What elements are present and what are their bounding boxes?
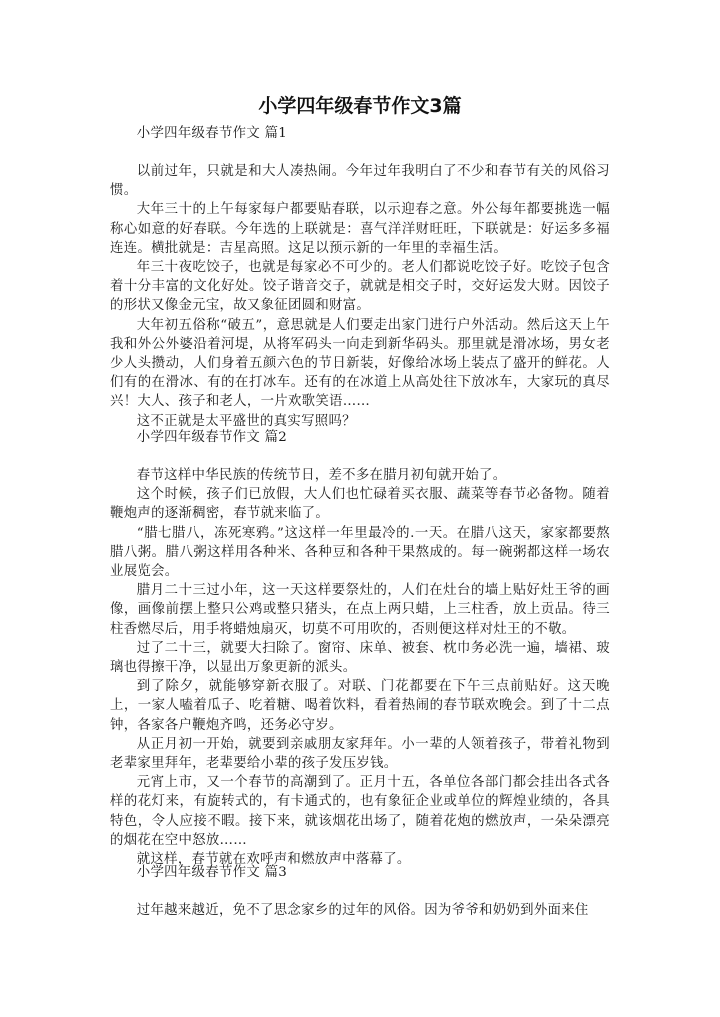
paragraph: 春节这样中华民族的传统节日，差不多在腊月初旬就开始了。 — [136, 468, 507, 483]
section-heading: 小学四年级春节作文 篇2 — [136, 430, 288, 445]
document-title: 小学四年级春节作文3篇 — [258, 95, 462, 117]
paragraph: 就这样，春节就在欢呼声和燃放声中落幕了。 — [136, 852, 411, 868]
paragraph: 以前过年，只就是和大人凑热闹。今年过年我明白了不少和春节有关的风俗习惯。 — [110, 164, 610, 199]
section-2 — [110, 428, 610, 447]
paragraph: 大年三十的上午每家每户都要贴春联，以示迎春之意。外公每年都要挑选一幅称心如意的好春联。今年选的上联就是：喜气洋洋财旺旺，下联就是：好运多多福连连。横批就是：吉星高照。这足以预示新的一年里的幸福生活。 — [110, 202, 610, 256]
paragraph: 这不正就是太平盛世的真实写照吗？ — [136, 413, 356, 429]
paragraph: 过了二十三，就要大扫除了。窗帘、床单、被套、枕巾务必洗一遍，墙裙、玻璃也得擦干净，以显出万象更新的派头。 — [110, 640, 610, 676]
section-3-body — [110, 901, 610, 920]
paragraph: 元宵上市，又一个春节的高潮到了。正月十五，各单位各部门都会挂出各式各样的花灯来，有旋转式的，有卡通式的，也有象征企业或单位的辉煌业绩的，各具特色，令人应接不暇。接下来，就该烟花出场了，随着花炮的燃放声，一朵朵漂亮的烟花在空中怒放…… — [110, 775, 610, 848]
paragraph: “腊七腊八，冻死寒鸦。”这这样一年里最冷的.一天。在腊八这天，家家都要熬腊八粥。腊八粥这样用各种米、各种豆和各种干果熬成的。每一碗粥都这样一场农业展览会。 — [110, 525, 610, 580]
paragraph: 从正月初一开始，就要到亲戚朋友家拜年。小一辈的人领着孩子，带着礼物到老辈家里拜年，老辈要给小辈的孩子发压岁钱。 — [110, 736, 610, 772]
paragraph: 过年越来越近，免不了思念家乡的过年的风俗。因为爷爷和奶奶到外面来住 — [136, 903, 589, 918]
paragraph: 年三十夜吃饺子，也就是每家必不可少的。老人们都说吃饺子好。吃饺子包含着十分丰富的文化好处。饺子谐音交子，就就是相交子时，交好运发大财。因饺子的形状又像金元宝，故又象征团圆和财富。 — [110, 260, 610, 314]
section-3 — [110, 863, 610, 882]
section-1-body — [110, 162, 610, 431]
section-heading: 小学四年级春节作文 篇3 — [136, 865, 288, 880]
paragraph: 大年初五俗称“破五”，意思就是人们要走出家门进行户外活动。然后这天上午我和外公外婆沿着河堤，从将军码头一向走到新华码头。那里就是滑冰场，男女老少人头攒动，人们身着五颜六色的节日新装，好像给冰场上装点了盛开的鲜花。人们有的在滑冰、有的在打冰车。还有的在冰道上从高处往下放冰车，大家玩的真尽兴！大人、孩子和老人，一片欢歌笑语…… — [110, 317, 610, 410]
section-gap — [110, 143, 610, 162]
paragraph: 到了除夕，就能够穿新衣服了。对联、门花都要在下午三点前贴好。这天晚上，一家人嗑着瓜子、吃着糖、喝着饮料，看着热闹的春节联欢晚会。到了十二点钟，各家各户鞭炮齐鸣，还务必守岁。 — [110, 679, 610, 733]
section-2-body — [110, 466, 610, 869]
paragraph: 这个时候，孩子们已放假，大人们也忙碌着买衣服、蔬菜等春节必备物。随着鞭炮声的逐渐稠密，春节就来临了。 — [110, 487, 610, 522]
section-heading: 小学四年级春节作文 篇1 — [136, 126, 288, 141]
paragraph: 腊月二十三过小年，这一天这样要祭灶的，人们在灶台的墙上贴好灶王爷的画像，画像前摆上整只公鸡或整只猪头，在点上两只蜡，上三柱香，放上贡品。待三柱香燃尽后，用手将蜡烛扇灭，切莫不可用吹的，否则便这样对灶王的不敬。 — [110, 583, 610, 637]
